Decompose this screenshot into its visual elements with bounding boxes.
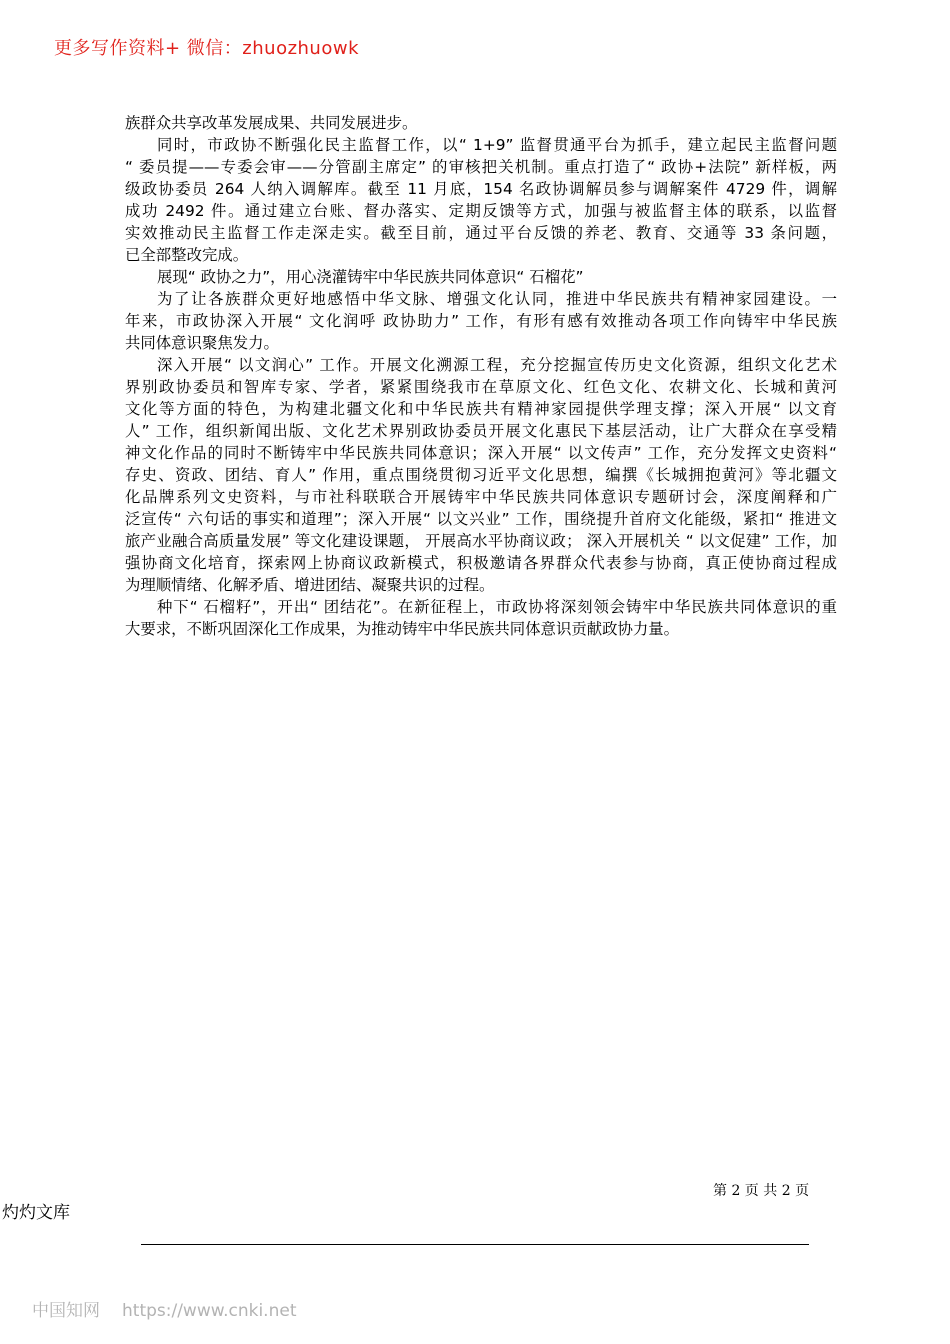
- body-line: 实效推动民主监督工作走深走实。截至目前，通过平台反馈的养老、教育、交通等 33 条问题，: [125, 224, 837, 242]
- body-line: 年来，市政协深入开展“ 文化润呼 政协助力” 工作，有形有感有效推动各项工作向铸牢中华民族: [125, 312, 837, 330]
- body-line: 化品牌系列文史资料，与市社科联联合开展铸牢中华民族共同体意识专题研讨会，深度阐释和广: [125, 488, 837, 506]
- body-line: 文化等方面的特色，为构建北疆文化和中华民族共有精神家园提供学理支撑；深入开展“ 以文育: [125, 400, 837, 418]
- body-line: 已全部整改完成。: [125, 246, 249, 264]
- section-heading: 展现“ 政协之力”，用心浇灌铸牢中华民族共同体意识“ 石榴花”: [157, 268, 584, 286]
- body-line: 泛宣传“ 六句话的事实和道理”；深入开展“ 以文兴业” 工作，围绕提升首府文化能级，紧扣“ 推进文: [125, 510, 837, 528]
- body-line: “ 委员提——专委会审——分管副主席定” 的审核把关机制。重点打造了“ 政协+法院” 新样板，两: [125, 158, 837, 176]
- body-line: 同时，市政协不断强化民主监督工作，以“ 1+9” 监督贯通平台为抓手，建立起民主监督问题: [157, 136, 837, 154]
- body-line: 深入开展“ 以文润心” 工作。开展文化溯源工程，充分挖掘宣传历史文化资源，组织文化艺术: [157, 356, 837, 374]
- page-number: 第 2 页 共 2 页: [713, 1183, 810, 1199]
- body-line: 旅产业融合高质量发展” 等文化建设课题， 开展高水平协商议政； 深入开展机关 “ 以文促建” 工作，加: [125, 532, 837, 550]
- body-line: 种下“ 石榴籽”，开出“ 团结花”。在新征程上，市政协将深刻领会铸牢中华民族共同体意识的重: [157, 598, 837, 616]
- watermark: [32, 1296, 296, 1321]
- body-line: 存史、资政、团结、育人” 作用，重点围绕贯彻习近平文化思想，编撰《长城拥抱黄河》等北疆文: [125, 466, 837, 484]
- body-line: 强协商文化培育，探索网上协商议政新模式，积极邀请各界群众代表参与协商，真正使协商过程成: [125, 554, 837, 572]
- body-line: 大要求，不断巩固深化工作成果，为推动铸牢中华民族共同体意识贡献政协力量。: [125, 620, 680, 638]
- body-line: 共同体意识聚焦发力。: [125, 334, 279, 352]
- body-line: 成功 2492 件。通过建立台账、督办落实、定期反馈等方式，加强与被监督主体的联系，以监督: [125, 202, 837, 220]
- watermark-brand: 中国知网: [32, 1301, 100, 1321]
- site-name: 灼灼文库: [2, 1203, 70, 1223]
- footer-divider: [141, 1244, 809, 1245]
- body-line: 为理顺情绪、化解矛盾、增进团结、凝聚共识的过程。: [125, 576, 495, 594]
- body-line: 界别政协委员和智库专家、学者，紧紧围绕我市在草原文化、红色文化、农耕文化、长城和黄河: [125, 378, 837, 396]
- body-line: 人” 工作，组织新闻出版、文化艺术界别政协委员开展文化惠民下基层活动，让广大群众在享受精: [125, 422, 837, 440]
- watermark-url: https://www.cnki.net: [122, 1301, 297, 1321]
- body-line: 族群众共享改革发展成果、共同发展进步。: [125, 114, 418, 132]
- document-body: [125, 112, 837, 640]
- body-line: 级政协委员 264 人纳入调解库。截至 11 月底，154 名政协调解员参与调解案件 4729 件，调解: [125, 180, 837, 198]
- body-line: 神文化作品的同时不断铸牢中华民族共同体意识；深入开展“ 以文传声” 工作，充分发挥文史资料“: [125, 444, 837, 462]
- body-line: 为了让各族群众更好地感悟中华文脉、增强文化认同，推进中华民族共有精神家园建设。一: [157, 290, 837, 308]
- promo-header: 更多写作资料+ 微信：zhuozhuowk: [54, 38, 360, 59]
